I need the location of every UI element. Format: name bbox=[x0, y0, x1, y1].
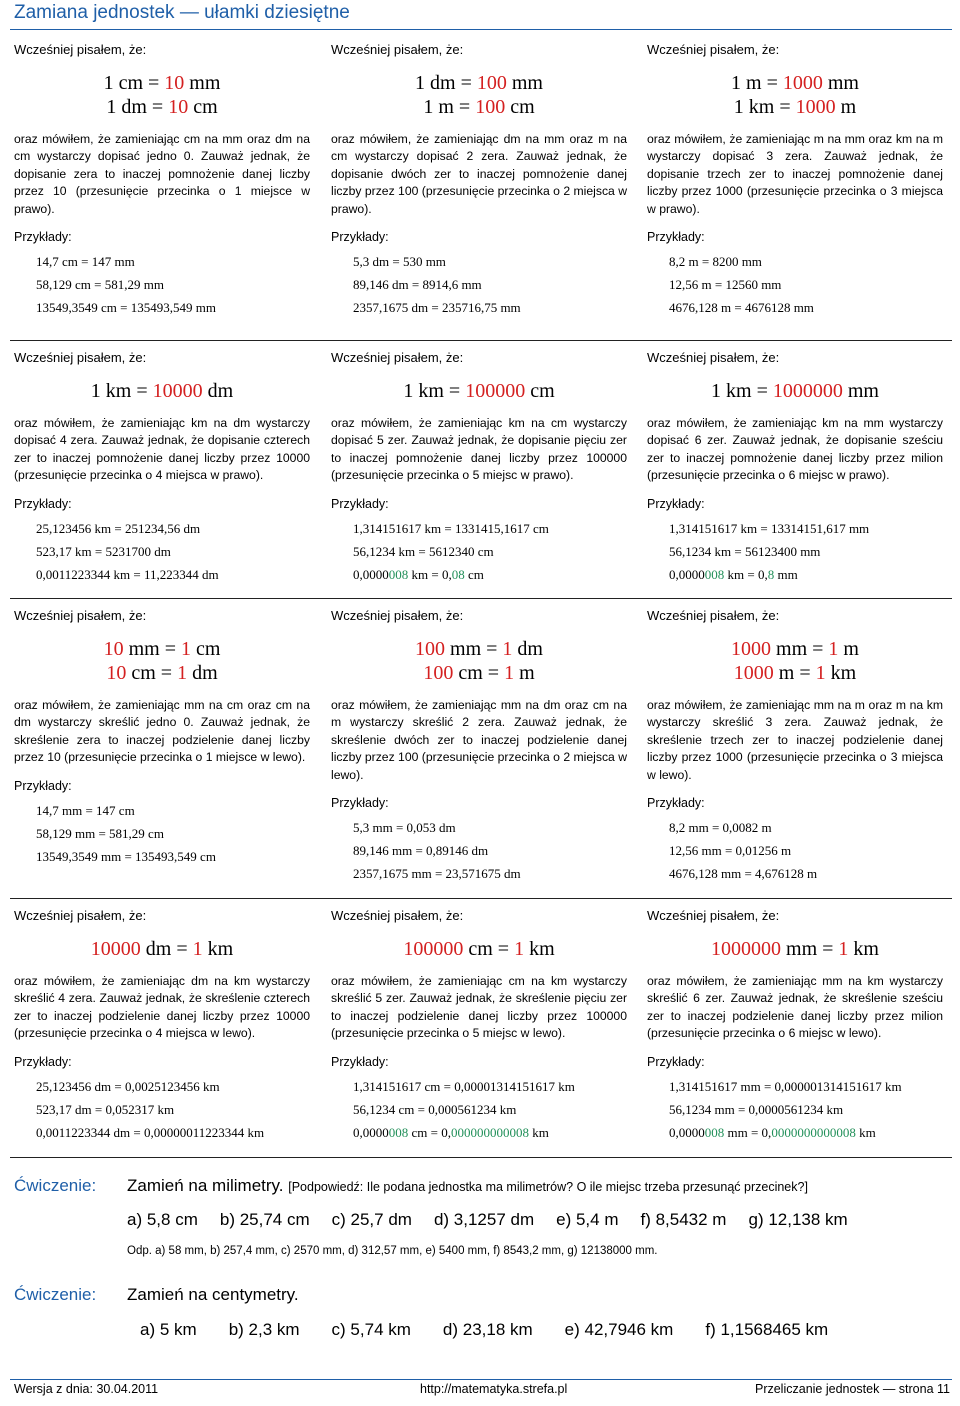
examples-label: Przykłady: bbox=[331, 230, 389, 245]
intro-label: Wcześniej pisałem, że: bbox=[331, 350, 464, 365]
formula-line bbox=[331, 661, 627, 685]
formula-coefficient: 1 bbox=[815, 662, 826, 684]
formula-coefficient: 10 bbox=[106, 662, 127, 684]
explanation-text: oraz mówiłem, że zamieniając cm na mm oraz dm na cm wystarczy dopisać jedno 0. Zauważ jednak, że dopisanie zera to inaczej pomnożenie danej liczby przez 10 (przesunięcie przecinka o 1 miejsce w prawo). bbox=[14, 132, 310, 216]
formula-text: m bbox=[838, 638, 859, 660]
formula-coefficient: 1 bbox=[177, 662, 188, 684]
example-item: 5,3 dm = 530 mm bbox=[353, 254, 446, 270]
explanation-text: oraz mówiłem, że zamieniając km na dm wystarczy dopisać 4 zera. Zauważ jednak, że dopisanie czterech zer to inaczej pomnożenie danej liczby przez 10000 (przesunięcie przecinka o 4 miejsca w prawo). bbox=[14, 416, 310, 483]
conversion-formula bbox=[14, 937, 310, 961]
explanation-text: oraz mówiłem, że zamieniając km na cm wystarczy dopisać 5 zer. Zauważ jednak, że dopisanie pięciu zer to inaczej pomnożenie danej liczby przez 100000 (przesunięcie przecinka o 5 miejsc w prawo). bbox=[331, 416, 627, 483]
conversion-formula bbox=[331, 379, 627, 403]
formula-coefficient: 100000 bbox=[403, 938, 464, 960]
formula-text: 1 dm = bbox=[106, 96, 169, 118]
example-item: 14,7 mm = 147 cm bbox=[36, 802, 135, 818]
examples-list bbox=[36, 250, 310, 319]
row-separator bbox=[10, 598, 952, 599]
formula-coefficient: 1000 bbox=[733, 662, 774, 684]
formula-coefficient: 100000 bbox=[465, 380, 526, 402]
example-item: 25,123456 dm = 0,0025123456 km bbox=[36, 1078, 220, 1094]
formula-text: dm bbox=[512, 638, 543, 660]
formula-coefficient: 1000000 bbox=[772, 380, 843, 402]
example-item: 89,146 dm = 8914,6 mm bbox=[353, 277, 482, 293]
formula-line bbox=[14, 661, 310, 685]
formula-text: dm bbox=[202, 380, 234, 402]
formula-line bbox=[14, 95, 310, 119]
examples-label: Przykłady: bbox=[14, 778, 72, 793]
exercise-task: d) 3,1257 dm bbox=[433, 1210, 535, 1229]
formula-coefficient: 1 bbox=[514, 938, 525, 960]
example-item: 2357,1675 dm = 235716,75 mm bbox=[353, 300, 521, 316]
formula-coefficient: 1000 bbox=[795, 96, 836, 118]
formula-text: mm = bbox=[445, 638, 503, 660]
formula-text: m bbox=[514, 662, 535, 684]
formula-line bbox=[14, 71, 310, 95]
formula-text: 1 km = bbox=[711, 380, 773, 402]
examples-list bbox=[669, 816, 943, 885]
examples-list bbox=[353, 250, 627, 319]
examples-label: Przykłady: bbox=[647, 796, 705, 811]
example-item: 0,0000008 cm = 0,000000000008 km bbox=[353, 1124, 549, 1140]
formula-line bbox=[331, 637, 627, 661]
example-item: 14,7 cm = 147 mm bbox=[36, 254, 135, 270]
examples-list bbox=[353, 517, 627, 586]
formula-text: mm = bbox=[123, 638, 181, 660]
row-separator bbox=[10, 898, 952, 899]
conversion-formula bbox=[647, 637, 943, 685]
conversion-cell bbox=[647, 350, 943, 586]
conversion-formula bbox=[647, 937, 943, 961]
intro-label: Wcześniej pisałem, że: bbox=[14, 350, 147, 365]
exercise-label: Ćwiczenie: bbox=[14, 1176, 97, 1195]
example-item: 8,2 mm = 0,0082 m bbox=[669, 820, 772, 836]
explanation-text: oraz mówiłem, że zamieniając dm na km wystarczy skreślić 4 zera. Zauważ jednak, że skreślenie czterech zer to inaczej podzielenie danej liczby przez 10000 (przesunięcie przecinka o 4 miejsca w lewo). bbox=[14, 974, 310, 1041]
conversion-cell bbox=[331, 608, 627, 885]
examples-list bbox=[669, 250, 943, 319]
footer-rule bbox=[10, 1379, 952, 1380]
explanation-text: oraz mówiłem, że zamieniając m na mm oraz km na m wystarczy dopisać 3 zera. Zauważ jednak, że dopisanie trzech zer to inaczej pomnożenie danej liczby przez 1000 (przesunięcie przecinka o 3 miejsca w prawo). bbox=[647, 132, 943, 216]
explanation-text: oraz mówiłem, że zamieniając mm na dm oraz cm na m wystarczy skreślić 2 zera. Zauważ jednak, że skreślenie dwóch zer to inaczej podzielenie danej liczby przez 100 (przesunięcie przecinka o 2 miejsca w lewo). bbox=[331, 698, 628, 782]
formula-text: cm = bbox=[126, 662, 178, 684]
example-item: 0,0011223344 dm = 0,00000011223344 km bbox=[36, 1124, 265, 1140]
formula-coefficient: 10 bbox=[164, 72, 185, 94]
explanation-text: oraz mówiłem, że zamieniając dm na mm oraz m na cm wystarczy dopisać 2 zera. Zauważ jednak, że dopisanie dwóch zer to inaczej pomnożenie danej liczby przez 100 (przesunięcie przecinka o 2 miejsca w prawo). bbox=[331, 132, 628, 216]
conversion-cell bbox=[647, 608, 943, 885]
formula-line bbox=[331, 95, 627, 119]
exercise-title-text: Zamień na milimetry. bbox=[127, 1176, 284, 1195]
footer-version: Wersja z dnia: 30.04.2011 bbox=[14, 1382, 159, 1396]
intro-label: Wcześniej pisałem, że: bbox=[14, 908, 147, 923]
formula-text: km bbox=[524, 938, 555, 960]
example-item: 58,129 mm = 581,29 cm bbox=[36, 825, 164, 841]
conversion-formula bbox=[14, 71, 310, 119]
examples-label: Przykłady: bbox=[331, 1054, 389, 1069]
intro-label: Wcześniej pisałem, że: bbox=[331, 908, 464, 923]
exercise-answer: Odp. a) 58 mm, b) 257,4 mm, c) 2570 mm, d) 312,57 mm, e) 5400 mm, f) 8543,2 mm, g) 12138000 mm. bbox=[127, 1245, 658, 1257]
formula-coefficient: 10 bbox=[103, 638, 124, 660]
formula-coefficient: 100 bbox=[423, 662, 454, 684]
exercise-task: c) 5,74 km bbox=[331, 1320, 411, 1339]
formula-coefficient: 1 bbox=[502, 638, 513, 660]
example-item: 89,146 mm = 0,89146 dm bbox=[353, 843, 489, 859]
exercise-task: e) 5,4 m bbox=[556, 1210, 619, 1229]
formula-text: cm bbox=[505, 96, 535, 118]
formula-line bbox=[331, 379, 627, 403]
row-separator bbox=[10, 340, 952, 341]
exercise-task: b) 2,3 km bbox=[228, 1320, 300, 1339]
explanation-text: oraz mówiłem, że zamieniając mm na km wystarczy skreślić 6 zer. Zauważ jednak, że skreślenie sześciu zer to inaczej podzielenie danej liczby przez milion (przesunięcie przecinka o 6 miejsc w lewo). bbox=[647, 974, 943, 1041]
formula-text: 1 cm = bbox=[103, 72, 165, 94]
footer-url[interactable]: http://matematyka.strefa.pl bbox=[420, 1382, 568, 1396]
formula-text: 1 dm = bbox=[415, 72, 477, 94]
example-item: 12,56 mm = 0,01256 m bbox=[669, 843, 792, 859]
conversion-cell bbox=[14, 350, 310, 586]
formula-coefficient: 10000 bbox=[90, 938, 141, 960]
formula-line bbox=[647, 937, 943, 961]
example-item: 8,2 m = 8200 mm bbox=[669, 254, 762, 270]
exercise-task: g) 12,138 km bbox=[748, 1210, 848, 1229]
title-underline bbox=[10, 29, 952, 30]
conversion-cell bbox=[331, 42, 627, 319]
explanation-text: oraz mówiłem, że zamieniając cm na km wystarczy skreślić 5 zer. Zauważ jednak, że skreślenie pięciu zer to inaczej podzielenie danej liczby przez 100000 (przesunięcie przecinka o 5 miejsc w lewo). bbox=[331, 974, 627, 1041]
example-item: 1,314151617 km = 13314151,617 mm bbox=[669, 520, 870, 536]
formula-coefficient: 1 bbox=[504, 662, 515, 684]
formula-text: 1 km = bbox=[403, 380, 466, 402]
formula-text: m bbox=[835, 96, 857, 118]
exercise-title bbox=[127, 1176, 808, 1196]
formula-line bbox=[647, 379, 943, 403]
example-item: 12,56 m = 12560 mm bbox=[669, 277, 782, 293]
exercise-label: Ćwiczenie: bbox=[14, 1285, 97, 1304]
exercise-task: b) 25,74 cm bbox=[219, 1210, 310, 1229]
formula-text: mm bbox=[184, 72, 221, 94]
example-item: 56,1234 km = 5612340 cm bbox=[353, 543, 494, 559]
example-item: 523,17 km = 5231700 dm bbox=[36, 543, 171, 559]
formula-line bbox=[647, 637, 943, 661]
formula-coefficient: 1 bbox=[838, 938, 849, 960]
conversion-cell bbox=[647, 908, 943, 1144]
exercise-task: c) 25,7 dm bbox=[331, 1210, 412, 1229]
formula-text: 1 m = bbox=[731, 72, 783, 94]
formula-text: cm bbox=[188, 96, 218, 118]
formula-coefficient: 100 bbox=[476, 72, 507, 94]
examples-label: Przykłady: bbox=[647, 1054, 705, 1069]
exercise-task: d) 23,18 km bbox=[442, 1320, 533, 1339]
examples-label: Przykłady: bbox=[331, 496, 389, 511]
conversion-formula bbox=[331, 637, 627, 685]
formula-line bbox=[14, 379, 310, 403]
exercise-title-text: Zamień na centymetry. bbox=[127, 1285, 299, 1304]
row-separator bbox=[10, 1157, 952, 1158]
example-item: 523,17 dm = 0,052317 km bbox=[36, 1101, 175, 1117]
formula-coefficient: 100 bbox=[415, 638, 446, 660]
exercise-hint: [Podpowiedź: Ile podana jednostka ma milimetrów? O ile miejsc trzeba przesunąć przecinek?] bbox=[288, 1180, 808, 1194]
formula-coefficient: 1000000 bbox=[711, 938, 782, 960]
explanation-text: oraz mówiłem, że zamieniając km na mm wystarczy dopisać 6 zer. Zauważ jednak, że dopisanie sześciu zer to inaczej pomnożenie danej liczby przez milion (przesunięcie przecinka o 6 miejsc w prawo). bbox=[647, 416, 943, 483]
exercise-task: f) 8,5432 m bbox=[640, 1210, 727, 1229]
intro-label: Wcześniej pisałem, że: bbox=[14, 42, 147, 57]
examples-list bbox=[669, 1075, 943, 1144]
conversion-formula bbox=[331, 937, 627, 961]
conversion-formula bbox=[14, 637, 310, 685]
formula-coefficient: 1 bbox=[192, 938, 203, 960]
intro-label: Wcześniej pisałem, że: bbox=[647, 608, 780, 623]
conversion-formula bbox=[647, 379, 943, 403]
examples-label: Przykłady: bbox=[14, 230, 72, 245]
formula-text: km bbox=[848, 938, 879, 960]
examples-label: Przykłady: bbox=[647, 230, 705, 245]
conversion-formula bbox=[647, 71, 943, 119]
intro-label: Wcześniej pisałem, że: bbox=[647, 908, 780, 923]
formula-text: km bbox=[202, 938, 234, 960]
exercise-task: f) 1,1568465 km bbox=[705, 1320, 829, 1339]
formula-text: m = bbox=[773, 662, 816, 684]
conversion-cell bbox=[331, 350, 627, 586]
formula-coefficient: 10000 bbox=[152, 380, 203, 402]
formula-text: cm = bbox=[453, 662, 505, 684]
formula-coefficient: 1 bbox=[828, 638, 839, 660]
example-item: 4676,128 m = 4676128 mm bbox=[669, 300, 814, 316]
intro-label: Wcześniej pisałem, że: bbox=[14, 608, 147, 623]
formula-coefficient: 100 bbox=[475, 96, 506, 118]
examples-label: Przykłady: bbox=[14, 1054, 72, 1069]
examples-label: Przykłady: bbox=[647, 496, 705, 511]
example-item: 0,0000008 km = 0,8 mm bbox=[669, 566, 798, 582]
formula-text: dm bbox=[187, 662, 218, 684]
example-item: 0,0000008 mm = 0,0000000000008 km bbox=[669, 1124, 876, 1140]
formula-text: cm bbox=[525, 380, 555, 402]
example-item: 13549,3549 mm = 135493,549 cm bbox=[36, 848, 216, 864]
exercise-task: a) 5 km bbox=[140, 1320, 197, 1339]
examples-list bbox=[353, 1075, 627, 1144]
formula-coefficient: 10 bbox=[168, 96, 189, 118]
formula-line bbox=[647, 95, 943, 119]
example-item: 13549,3549 cm = 135493,549 mm bbox=[36, 300, 216, 316]
example-item: 2357,1675 mm = 23,571675 dm bbox=[353, 866, 521, 882]
exercise-task: a) 5,8 cm bbox=[127, 1210, 198, 1229]
formula-line bbox=[14, 637, 310, 661]
examples-list bbox=[36, 1075, 310, 1144]
formula-coefficient: 1000 bbox=[731, 638, 772, 660]
formula-line bbox=[647, 661, 943, 685]
explanation-text: oraz mówiłem, że zamieniając mm na m oraz m na km wystarczy skreślić 3 zera. Zauważ jednak, że skreślenie trzech zer to inaczej podzielenie danej liczby przez 1000 (przesunięcie przecinka o 3 miejsca w lewo). bbox=[647, 698, 943, 782]
examples-list bbox=[36, 517, 310, 586]
exercise-tasks bbox=[140, 1320, 860, 1340]
formula-text: 1 km = bbox=[90, 380, 153, 402]
examples-label: Przykłady: bbox=[14, 496, 72, 511]
formula-coefficient: 1000 bbox=[782, 72, 823, 94]
examples-list bbox=[353, 816, 627, 885]
examples-label: Przykłady: bbox=[331, 796, 389, 811]
example-item: 58,129 cm = 581,29 mm bbox=[36, 277, 164, 293]
formula-line bbox=[14, 937, 310, 961]
example-item: 1,314151617 mm = 0,000001314151617 km bbox=[669, 1078, 902, 1094]
intro-label: Wcześniej pisałem, że: bbox=[647, 42, 780, 57]
formula-text: dm = bbox=[140, 938, 193, 960]
example-item: 5,3 mm = 0,053 dm bbox=[353, 820, 456, 836]
formula-text: km bbox=[825, 662, 857, 684]
exercise-task: e) 42,7946 km bbox=[564, 1320, 674, 1339]
example-item: 1,314151617 km = 1331415,1617 cm bbox=[353, 520, 549, 536]
example-item: 4676,128 mm = 4,676128 m bbox=[669, 866, 818, 882]
footer-page: Przeliczanie jednostek — strona 11 bbox=[754, 1382, 950, 1396]
intro-label: Wcześniej pisałem, że: bbox=[331, 608, 464, 623]
formula-line bbox=[331, 71, 627, 95]
conversion-cell bbox=[14, 42, 310, 319]
example-item: 56,1234 cm = 0,000561234 km bbox=[353, 1101, 517, 1117]
example-item: 0,0000008 km = 0,08 cm bbox=[353, 566, 484, 582]
formula-text: mm bbox=[506, 72, 543, 94]
conversion-cell bbox=[14, 608, 310, 868]
formula-text: cm bbox=[190, 638, 221, 660]
conversion-cell bbox=[331, 908, 627, 1144]
page-title: Zamiana jednostek — ułamki dziesiętne bbox=[14, 2, 350, 23]
formula-text: mm = bbox=[781, 938, 839, 960]
formula-text: 1 m = bbox=[423, 96, 476, 118]
example-item: 25,123456 km = 251234,56 dm bbox=[36, 520, 201, 536]
intro-label: Wcześniej pisałem, że: bbox=[331, 42, 464, 57]
example-item: 56,1234 mm = 0,0000561234 km bbox=[669, 1101, 844, 1117]
conversion-formula bbox=[331, 71, 627, 119]
exercise-title bbox=[127, 1285, 299, 1305]
exercise-tasks bbox=[127, 1210, 870, 1230]
formula-line bbox=[331, 937, 627, 961]
formula-line bbox=[647, 71, 943, 95]
formula-text: cm = bbox=[463, 938, 515, 960]
example-item: 56,1234 km = 56123400 mm bbox=[669, 543, 821, 559]
explanation-text: oraz mówiłem, że zamieniając mm na cm oraz cm na dm wystarczy skreślić jedno 0. Zauważ jednak, że skreślenie zera to inaczej podzielenie danej liczby przez 10 (przesunięcie przecinka o 1 miejsce w lewo). bbox=[14, 698, 310, 765]
examples-list bbox=[36, 799, 310, 868]
conversion-cell bbox=[647, 42, 943, 319]
conversion-cell bbox=[14, 908, 310, 1144]
formula-coefficient: 1 bbox=[180, 638, 191, 660]
intro-label: Wcześniej pisałem, że: bbox=[647, 350, 780, 365]
example-item: 0,0011223344 km = 11,223344 dm bbox=[36, 566, 219, 582]
conversion-formula bbox=[14, 379, 310, 403]
example-item: 1,314151617 cm = 0,00001314151617 km bbox=[353, 1078, 575, 1094]
examples-list bbox=[669, 517, 943, 586]
formula-text: mm bbox=[822, 72, 859, 94]
formula-text: mm = bbox=[771, 638, 829, 660]
formula-text: 1 km = bbox=[733, 96, 796, 118]
formula-text: mm bbox=[842, 380, 879, 402]
